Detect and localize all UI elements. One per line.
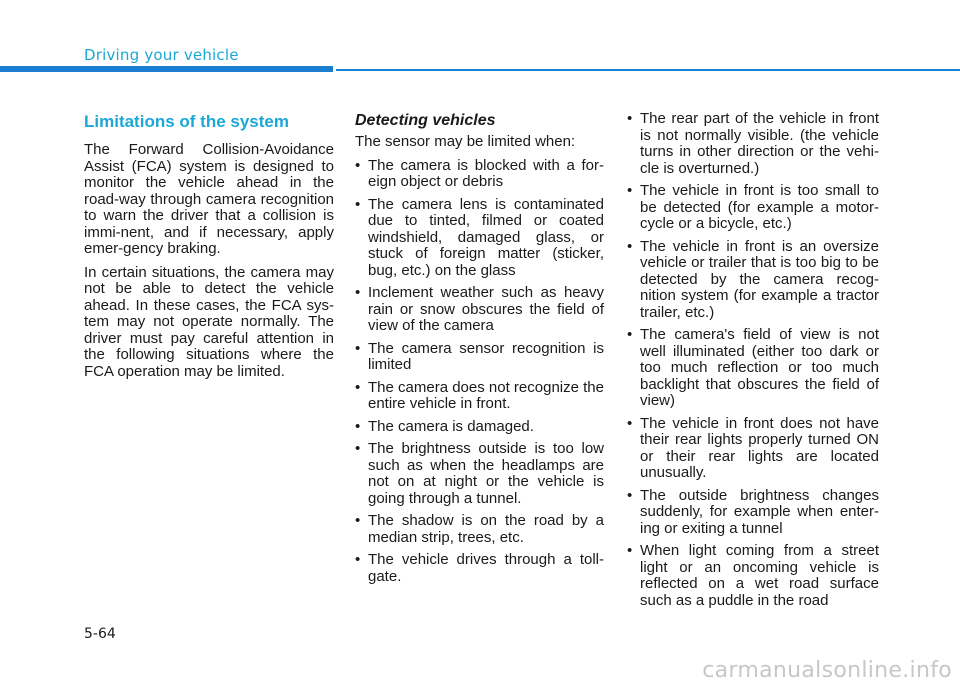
bullet-icon: • <box>627 182 633 199</box>
column-right <box>627 111 879 615</box>
page-number: 5-64 <box>84 626 116 642</box>
list-item <box>355 419 604 436</box>
list-item-text: The rear part of the vehicle in front is not normally visible. (the vehicle turns in other direction or the vehi-cle is overturned.) <box>640 110 879 177</box>
bullet-icon: • <box>355 195 361 213</box>
list-item-text: The vehicle in front is too small to be detected (for example a motor-cycle or a bicycle, etc.) <box>640 182 879 232</box>
intro-text: The sensor may be limited when: <box>355 133 576 150</box>
list-item-text: The vehicle in front does not have their rear lights properly turned ON or their rear lights are located unusually. <box>640 414 879 481</box>
paragraph: The Forward Collision-Avoidance Assist (FCA) system is designed to monitor the vehicle ahead in the road-way through camera recognition to warn the driver that a collision is immi-nent, and if necessary, apply emer-gency braking. <box>84 141 334 257</box>
list-item <box>355 285 604 335</box>
list-item <box>355 513 604 546</box>
bullet-icon: • <box>627 237 633 255</box>
list-item-text: The camera lens is contaminated due to tinted, filmed or coated windshield, damaged glass, or stuck of foreign matter (sticker, bug, etc.) on the glass <box>368 195 604 279</box>
bullet-icon: • <box>355 440 361 457</box>
bullet-list <box>627 111 879 609</box>
list-item-text: When light coming from a street light or an oncoming vehicle is reflected on a wet road surface such as a puddle in the road <box>640 542 879 609</box>
bullet-icon: • <box>355 156 361 174</box>
list-item <box>627 416 879 482</box>
bullet-icon: • <box>627 326 633 343</box>
list-item-text: Inclement weather such as heavy rain or snow obscures the field of view of the camera <box>368 284 604 334</box>
column-middle <box>355 111 604 591</box>
section-title: Limitations of the system <box>84 112 289 131</box>
list-item-text: The vehicle in front is an oversize vehicle or trailer that is too big to be detected by the camera recog-nition system (for example a tractor trailer, etc.) <box>640 237 879 321</box>
list-item <box>627 327 879 410</box>
bullet-icon: • <box>355 339 361 357</box>
list-item-text: The outside brightness changes suddenly, for example when enter-ing or exiting a tunnel <box>640 486 879 537</box>
list-item <box>355 441 604 507</box>
list-item-text: The camera is damaged. <box>368 417 534 435</box>
bullet-icon: • <box>355 417 361 435</box>
list-item-text: The camera's field of view is not well illuminated (either too dark or too much reflection or too much backlight that obscures the field of view) <box>640 326 879 409</box>
bullet-icon: • <box>627 414 633 432</box>
watermark: carmanualsonline.info <box>702 658 952 683</box>
header-rule-thick <box>0 66 333 72</box>
list-item <box>627 488 879 538</box>
list-item <box>627 239 879 322</box>
section-header: Driving your vehicle <box>84 46 239 64</box>
list-item <box>627 183 879 233</box>
bullet-icon: • <box>627 486 633 504</box>
subsection-title: Detecting vehicles <box>355 112 496 129</box>
column-left <box>84 110 334 387</box>
bullet-icon: • <box>355 378 361 396</box>
list-item-text: The camera is blocked with a for-eign object or debris <box>368 156 604 190</box>
list-item-text: The brightness outside is too low such as when the headlamps are not on at night or the vehicle is going through a tunnel. <box>368 440 604 507</box>
list-item <box>355 380 604 413</box>
bullet-icon: • <box>627 110 633 127</box>
paragraph: In certain situations, the camera may not be able to detect the vehicle ahead. In these cases, the FCA sys-tem may not operate normally. The driver must pay careful attention in the following situations where the FCA operation may be limited. <box>84 263 334 380</box>
list-item-text: The camera sensor recognition is limited <box>368 339 604 373</box>
list-item-text: The vehicle drives through a toll-gate. <box>368 551 604 585</box>
header-rule-thin <box>336 69 960 71</box>
bullet-icon: • <box>627 542 633 559</box>
list-item <box>355 341 604 374</box>
list-item <box>355 197 604 280</box>
bullet-list <box>355 158 604 586</box>
bullet-icon: • <box>355 284 361 301</box>
bullet-icon: • <box>355 512 361 529</box>
list-item <box>627 543 879 609</box>
list-item-text: The shadow is on the road by a median strip, trees, etc. <box>368 512 604 546</box>
list-item <box>355 158 604 191</box>
bullet-icon: • <box>355 551 361 568</box>
list-item <box>627 111 879 177</box>
list-item-text: The camera does not recognize the entire vehicle in front. <box>368 378 604 412</box>
list-item <box>355 552 604 585</box>
